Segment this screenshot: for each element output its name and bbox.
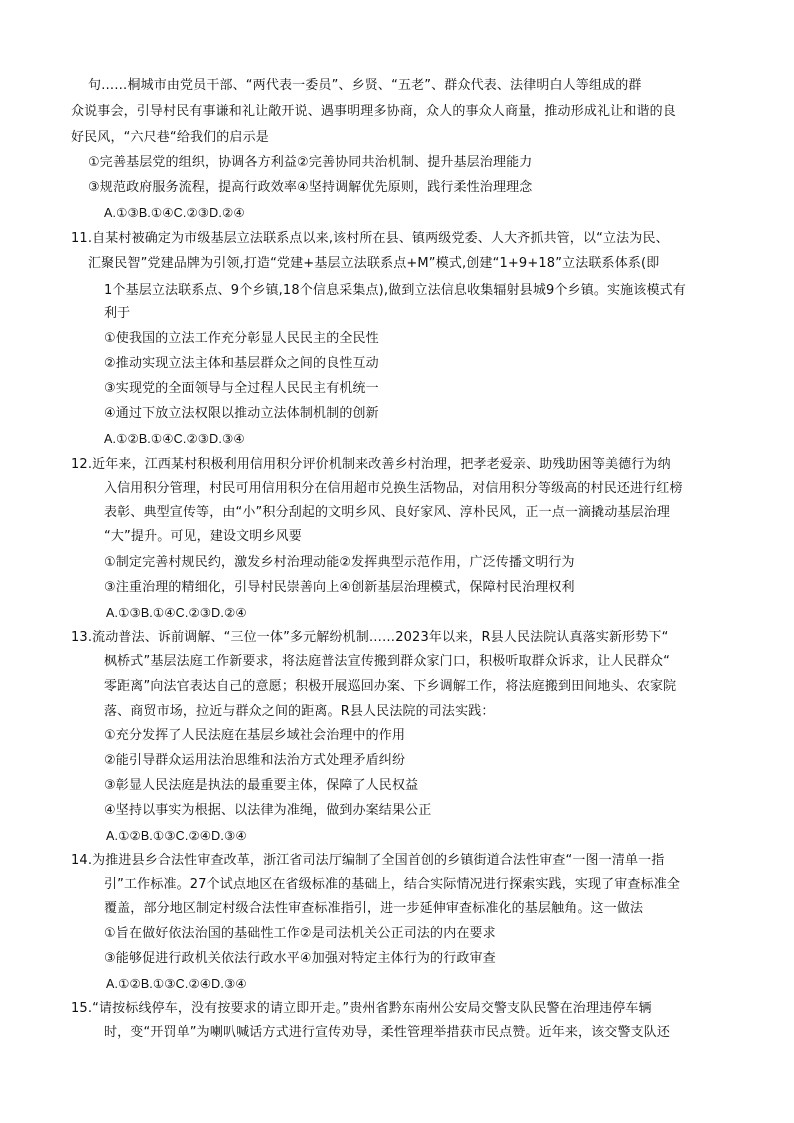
question-11-line-3: 1个基层立法联系点、9个乡镇,18个信息采集点),做到立法信息收集辐射县城9个乡镇。实施该模式有 — [104, 283, 686, 298]
question-10-line-1: 句……桐城市由党员干部、“两代表一委员”、乡贤、“五老”、群众代表、法律明白人等组成的群 — [88, 78, 642, 93]
question-14-option-1: ①旨在做好依法治国的基础性工作②是司法机关公正司法的内在要求 — [104, 926, 496, 941]
question-14-option-2: ③能够促进行政机关依法行政水平④加强对特定主体行为的行政审查 — [104, 951, 496, 966]
question-10-line-2: 众说事会，引导村民有事谦和礼让敞开说、遇事明理多协商，众人的事众人商量，推动形成礼让和谐的良 — [71, 104, 676, 119]
question-13-choices: A.①②B.①③C.②④D.③④ — [106, 829, 247, 843]
question-14-choices: A.①②B.①③C.②④D.③④ — [106, 977, 247, 991]
question-13-line-1: 13.流动普法、诉前调解、“三位一体”多元解纷机制……2023年以来，R县人民法院认真落实新形势下“ — [71, 630, 669, 645]
question-14-line-1: 14.为推进县乡合法性审查改革，浙江省司法厅编制了全国首创的乡镇街道合法性审查“一图一清单一指 — [71, 853, 665, 868]
question-14-line-2: 引”工作标准。27个试点地区在省级标准的基础上，结合实际情况进行探索实践，实现了审查标准全 — [104, 877, 681, 892]
question-15-line-1: 15.“请按标线停车，没有按要求的请立即开走。”贵州省黔东南州公安局交警支队民警在治理违停车辆 — [71, 1001, 652, 1016]
question-13-option-1: ①充分发挥了人民法庭在基层乡域社会治理中的作用 — [104, 728, 406, 743]
question-13-option-4: ④坚持以事实为根据、以法律为准绳，做到办案结果公正 — [104, 803, 432, 818]
question-13-line-4: 落、商贸市场，拉近与群众之间的距离。R县人民法院的司法实践： — [104, 704, 495, 719]
question-11-line-1: 11.自某村被确定为市级基层立法联系点以来,该村所在县、镇两级党委、人大齐抓共管，以“立法为民、 — [71, 231, 669, 246]
question-11-option-3: ③实现党的全面领导与全过程人民民主有机统一 — [104, 381, 379, 396]
question-13-option-2: ②能引导群众运用法治思维和法治方式处理矛盾纠纷 — [104, 753, 406, 768]
question-10-option-1: ①完善基层党的组织，协调各方利益②完善协同共治机制、提升基层治理能力 — [88, 155, 533, 170]
question-10-line-3: 好民风，“六尺巷“给我们的启示是 — [71, 130, 269, 145]
question-13-line-3: 零距离”向法官表达自己的意愿；积极开展巡回办案、下乡调解工作，将法庭搬到田间地头、农家院 — [104, 679, 677, 694]
question-12-line-4: “大”提升。可见，建设文明乡风要 — [104, 529, 302, 544]
question-13-line-2: 枫桥式”基层法庭工作新要求，将法庭普法宣传搬到群众家门口，积极听取群众诉求，让人民群众“ — [104, 654, 671, 669]
question-12-option-1: ①制定完善村规民约，激发乡村治理动能②发挥典型示范作用，广泛传播文明行为 — [104, 555, 575, 570]
question-12-option-2: ③注重治理的精细化，引导村民崇善向上④创新基层治理模式，保障村民治理权利 — [104, 580, 575, 595]
question-14-line-3: 覆盖，部分地区制定村级合法性审查标准指引，进一步延伸审查标准化的基层触角。这一做法 — [104, 901, 644, 916]
question-11-option-2: ②推动实现立法主体和基层群众之间的良性互动 — [104, 356, 379, 371]
question-12-line-1: 12.近年来，江西某村积极利用信用积分评价机制来改善乡村治理，把孝老爱亲、助残助困等美德行为纳 — [71, 457, 671, 472]
question-11-line-2: 汇聚民智”党建品牌为引领,打造“党建+基层立法联系点+M”模式,创建“1+9+18”立法联系体系(即 — [88, 256, 660, 271]
question-11-option-4: ④通过下放立法权限以推动立法体制机制的创新 — [104, 406, 379, 421]
question-11-line-4: 利于 — [104, 306, 131, 321]
question-10-choices: A.①③B.①④C.②③D.②④ — [104, 206, 245, 220]
question-13-option-3: ③彰显人民法庭是执法的最重要主体，保障了人民权益 — [104, 778, 419, 793]
question-11-option-1: ①使我国的立法工作充分彰显人民民主的全民性 — [104, 331, 379, 346]
question-15-line-2: 时，变“开罚单”为喇叭喊话方式进行宣传劝导，柔性管理举措获市民点赞。近年来，该交警支队还 — [104, 1025, 671, 1040]
question-12-choices: A.①③B.①④C.②③D.②④ — [106, 606, 247, 620]
question-12-line-2: 入信用积分管理，村民可用信用积分在信用超市兑换生活物品，对信用积分等级高的村民还进行红榜 — [104, 481, 683, 496]
question-12-line-3: 表彰、典型宣传等，由“小”积分刮起的文明乡风、良好家风、淳朴民风，正一点一滴撬动基层治理 — [104, 505, 671, 520]
question-11-choices: A.①②B.①④C.②③D.③④ — [104, 432, 245, 446]
question-10-option-2: ③规范政府服务流程，提高行政效率④坚持调解优先原则，践行柔性治理理念 — [88, 180, 533, 195]
